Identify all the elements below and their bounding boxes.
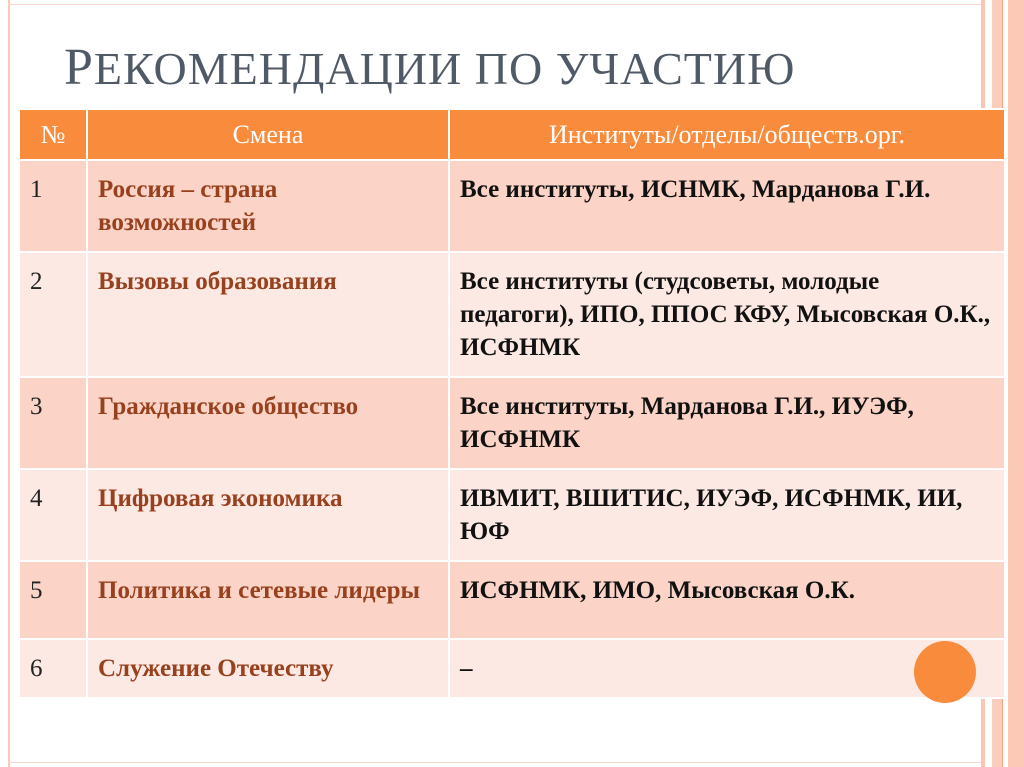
row-shift: Служение Отечеству bbox=[87, 639, 449, 698]
header-institutes: Институты/отделы/обществ.орг. bbox=[449, 109, 1005, 160]
row-institutes: Все институты, ИСНМК, Марданова Г.И. bbox=[449, 160, 1005, 252]
row-number: 5 bbox=[19, 561, 87, 639]
table-row bbox=[19, 561, 1005, 639]
header-shift: Смена bbox=[87, 109, 449, 160]
table-row bbox=[19, 469, 1005, 561]
table-header-row bbox=[19, 109, 1005, 160]
recommendations-table bbox=[18, 108, 1006, 699]
row-shift: Политика и сетевые лидеры bbox=[87, 561, 449, 639]
title-rest: ЕКОМЕНДАЦИИ ПО УЧАСТИЮ bbox=[93, 43, 796, 94]
row-institutes: ИСФНМК, ИМО, Мысовская О.К. bbox=[449, 561, 1005, 639]
row-institutes: Все институты, Марданова Г.И., ИУЭФ, ИСФНМК bbox=[449, 377, 1005, 469]
slide-title bbox=[64, 38, 795, 97]
row-shift: Россия – страна возможностей bbox=[87, 160, 449, 252]
table-row bbox=[19, 377, 1005, 469]
decor-circle bbox=[914, 641, 976, 703]
frame-line-bottom bbox=[8, 762, 983, 763]
header-number: № bbox=[19, 109, 87, 160]
row-number: 4 bbox=[19, 469, 87, 561]
frame-line-top bbox=[8, 4, 983, 5]
row-number: 2 bbox=[19, 252, 87, 377]
row-shift: Гражданское общество bbox=[87, 377, 449, 469]
table-row bbox=[19, 160, 1005, 252]
row-institutes: Все институты (студсоветы, молодые педагоги), ИПО, ППОС КФУ, Мысовская О.К., ИСФНМК bbox=[449, 252, 1005, 377]
row-number: 1 bbox=[19, 160, 87, 252]
title-initial: Р bbox=[64, 39, 94, 96]
row-shift: Вызовы образования bbox=[87, 252, 449, 377]
row-number: 3 bbox=[19, 377, 87, 469]
row-institutes: ИВМИТ, ВШИТИС, ИУЭФ, ИСФНМК, ИИ, ЮФ bbox=[449, 469, 1005, 561]
table-row bbox=[19, 252, 1005, 377]
row-shift: Цифровая экономика bbox=[87, 469, 449, 561]
row-institutes: – bbox=[449, 639, 1005, 698]
frame-line-left bbox=[8, 0, 10, 767]
decor-stripe bbox=[1008, 0, 1024, 767]
row-number: 6 bbox=[19, 639, 87, 698]
table-row bbox=[19, 639, 1005, 698]
